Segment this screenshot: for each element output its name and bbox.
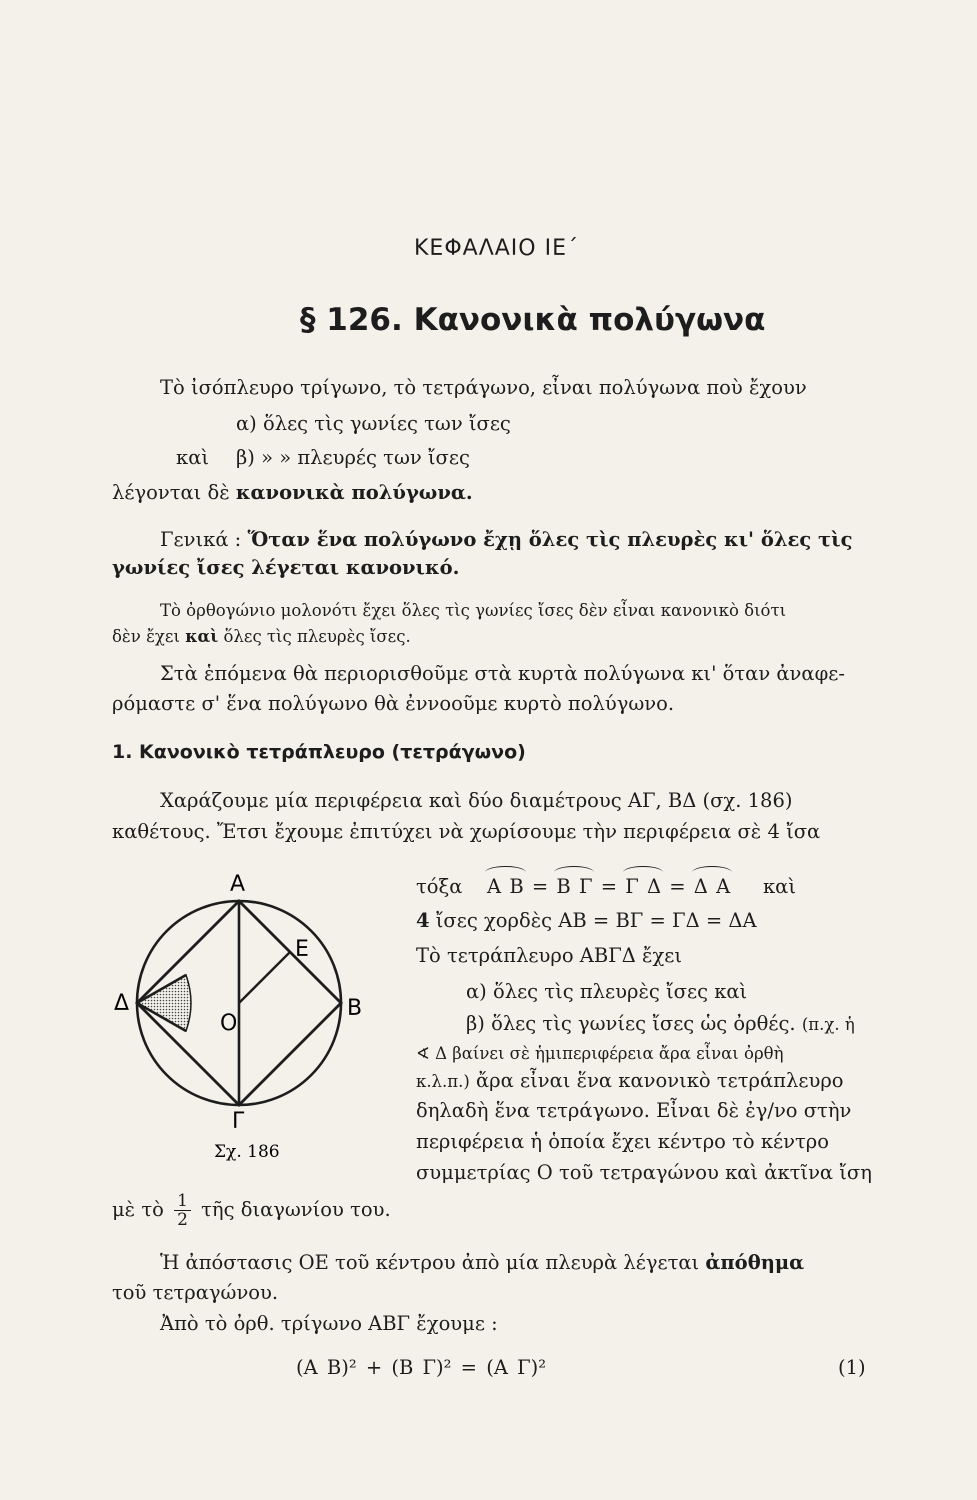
equation-label: (1) [838, 1356, 866, 1379]
apothem-oe [239, 952, 290, 1003]
equation: (Α Β)² + (Β Γ)² = (Α Γ)² [296, 1356, 547, 1379]
square-line-4: ∢ Δ βαίνει σὲ ἡμιπεριφέρεια ἄρα εἶναι ὀρθὴ [416, 1044, 784, 1063]
square-line-3-text: β) ὅλες τὶς γωνίες ἴσες ὡς ὀρθές. [466, 1012, 796, 1035]
shaded-angle-d [137, 975, 191, 1031]
square-line-7: περιφέρεια ἡ ὁποία ἔχει κέντρο τὸ κέντρο [416, 1130, 829, 1153]
apothem-line-2: τοῦ τετραγώνου. [112, 1281, 279, 1304]
square-line-5 [416, 1069, 844, 1092]
intro-line-2: α) ὅλες τὶς γωνίες των ἴσες [236, 412, 511, 435]
note-text-b: καὶ [185, 627, 219, 646]
figure-caption: Σχ. 186 [214, 1142, 280, 1162]
label-a: Α [230, 872, 246, 897]
section-heading: § 126. Κανονικὰ πολύγωνα [300, 302, 766, 338]
convex-line-1: Στὰ ἑπόμενα θὰ περιορισθοῦμε στὰ κυρτὰ πολύγωνα κι' ὅταν ἀναφε- [160, 662, 845, 685]
note-text-c: ὅλες τὶς πλευρὲς ἴσες. [223, 627, 411, 646]
square-line-3 [466, 1012, 855, 1035]
intro-line-3a: καὶ [176, 446, 210, 469]
intro-line-1: Τὸ ἰσόπλευρο τρίγωνο, τὸ τετράγωνο, εἶναι πολύγωνα ποὺ ἔχουν [160, 376, 807, 399]
convex-line-2: ρόμαστε σ' ἕνα πολύγωνο θὰ ἐννοοῦμε κυρτὸ πολύγωνο. [112, 692, 675, 715]
square-line-2: α) ὅλες τὶς πλευρὲς ἴσες καὶ [466, 980, 748, 1003]
para1-line-1: Χαράζουμε μία περιφέρεια καὶ δύο διαμέτρους ΑΓ, ΒΔ (σχ. 186) [160, 789, 793, 812]
eq-2: = [600, 875, 618, 898]
apothem-text: Ἡ ἀπόστασις ΟΕ τοῦ κέντρου ἀπὸ μία πλευρὰ λέγεται [160, 1251, 700, 1274]
apothem-term: ἀπόθημα [705, 1251, 805, 1274]
arc-da: Δ Α [693, 875, 731, 898]
regular-polygons-term: κανονικὰ πολύγωνα. [235, 481, 473, 504]
eq-3: = [669, 875, 686, 898]
chords-number: 4 [416, 909, 430, 932]
half-pre: μὲ τὸ [112, 1198, 164, 1221]
intro-line-4-text: λέγονται δὲ [112, 481, 230, 504]
label-e: Ε [295, 937, 309, 962]
chords-text: ἴσες χορδὲς ΑΒ = ΒΓ = ΓΔ = ΔΑ [435, 909, 757, 932]
fraction-denominator: 2 [177, 1210, 188, 1230]
definition-text-1: Ὅταν ἕνα πολύγωνο ἔχῃ ὅλες τὶς πλευρὲς κι' ὅλες τὶς [247, 528, 853, 551]
intro-line-4 [112, 481, 473, 504]
para1-line-2: καθέτους. Ἔτσι ἔχουμε ἐπιτύχει νὰ χωρίσουμε τὴν περιφέρεια σὲ 4 ἴσα [112, 820, 821, 843]
triangle-line: Ἀπὸ τὸ ὀρθ. τρίγωνο ΑΒΓ ἔχουμε : [160, 1312, 498, 1335]
square-line-5-note: κ.λ.π.) [416, 1072, 470, 1091]
definition-line-2: γωνίες ἴσες λέγεται κανονικό. [112, 556, 460, 579]
fraction-numerator: 1 [174, 1192, 191, 1211]
label-d: Δ [114, 991, 130, 1016]
definition-line-1 [160, 528, 852, 551]
subheading: 1. Κανονικὸ τετράπλευρο (τετράγωνο) [112, 741, 526, 763]
arcs-line [416, 873, 796, 898]
arc-ab: Α Β [487, 875, 524, 898]
note-line-2 [112, 627, 411, 646]
definition-lead: Γενικά : [160, 528, 242, 551]
arc-gd: Γ Δ [625, 875, 662, 898]
fraction-one-half [174, 1192, 191, 1229]
half-line [112, 1192, 391, 1229]
label-g: Γ [232, 1109, 245, 1134]
figure-186 [108, 864, 398, 1174]
square-line-6: δηλαδὴ ἕνα τετράγωνο. Εἶναι δὲ ἐγ/νο στὴν [416, 1099, 852, 1122]
square-line-5-text: ἄρα εἶναι ἕνα κανονικὸ τετράπλευρο [476, 1069, 844, 1092]
note-line-1: Τὸ ὀρθογώνιο μολονότι ἔχει ὅλες τὶς γωνίες ἴσες δὲν εἶναι κανονικὸ διότι [160, 601, 787, 620]
eq-1: = [531, 875, 549, 898]
square-line-3-note: (π.χ. ἡ [801, 1015, 855, 1034]
apothem-line-1 [160, 1251, 804, 1274]
arcs-tail: καὶ [762, 875, 796, 898]
chords-line [416, 909, 757, 932]
arcs-lead: τόξα [416, 875, 463, 898]
chapter-title: ΚΕΦΑΛΑΙΟ ΙΕ΄ [414, 236, 579, 261]
label-b: Β [347, 996, 363, 1021]
square-line-8: συμμετρίας Ο τοῦ τετραγώνου καὶ ἀκτῖνα ἴση [416, 1161, 872, 1184]
intro-line-3b: β) » » πλευρές των ἴσες [236, 446, 470, 469]
note-text-a: δὲν ἔχει [112, 627, 180, 646]
arc-bg: Β Γ [556, 875, 593, 898]
square-line-1: Τὸ τετράπλευρο ΑΒΓΔ ἔχει [416, 944, 683, 967]
label-o: Ο [220, 1011, 238, 1036]
half-post: τῆς διαγωνίου του. [201, 1198, 391, 1221]
